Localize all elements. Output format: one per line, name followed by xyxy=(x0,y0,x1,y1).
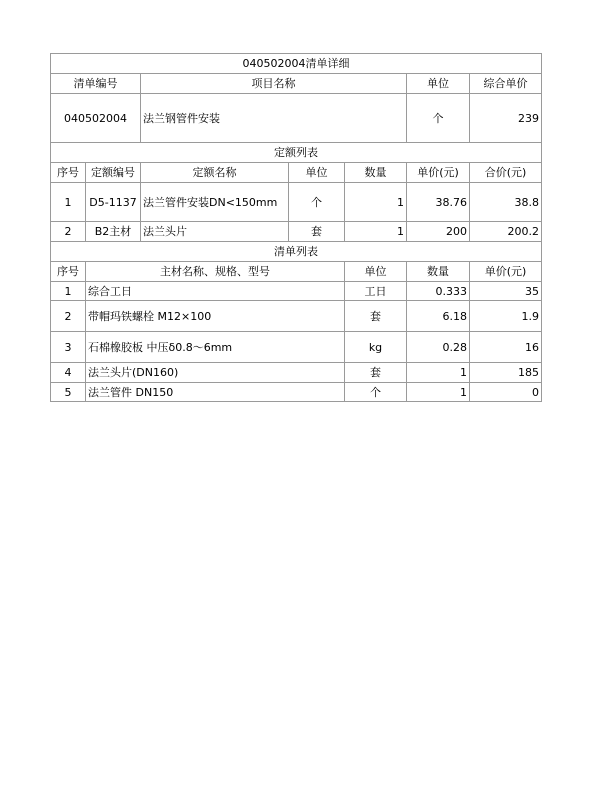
row-price: 185 xyxy=(470,363,542,383)
table-row xyxy=(51,332,542,363)
column-header: 单位 xyxy=(345,262,407,282)
column-header: 主材名称、规格、型号 xyxy=(86,262,345,282)
row-seq: 2 xyxy=(51,222,86,242)
row-price: 38.76 xyxy=(407,183,470,222)
unit-label: 单位 xyxy=(407,74,470,94)
row-total: 200.2 xyxy=(470,222,542,242)
table-row xyxy=(51,301,542,332)
column-header: 定额名称 xyxy=(141,163,289,183)
row-price: 0 xyxy=(470,383,542,402)
row-unit: 工日 xyxy=(345,282,407,301)
row-qty: 0.28 xyxy=(407,332,470,363)
column-header: 数量 xyxy=(345,163,407,183)
row-price: 200 xyxy=(407,222,470,242)
row-price: 35 xyxy=(470,282,542,301)
bill-detail-table xyxy=(50,53,542,402)
row-qty: 6.18 xyxy=(407,301,470,332)
table-row xyxy=(51,183,542,222)
row-price: 1.9 xyxy=(470,301,542,332)
code-label: 清单编号 xyxy=(51,74,141,94)
row-name: 法兰管件 DN150 xyxy=(86,383,345,402)
row-price: 16 xyxy=(470,332,542,363)
quota-header-row xyxy=(51,163,542,183)
row-seq: 1 xyxy=(51,183,86,222)
column-header: 单位 xyxy=(289,163,345,183)
bill-name: 法兰钢管件安装 xyxy=(141,94,407,143)
row-seq: 3 xyxy=(51,332,86,363)
row-unit: 套 xyxy=(289,222,345,242)
row-unit: 套 xyxy=(345,363,407,383)
table-row xyxy=(51,282,542,301)
row-unit: 套 xyxy=(345,301,407,332)
table-row xyxy=(51,222,542,242)
row-seq: 5 xyxy=(51,383,86,402)
row-name: 法兰管件安装DN<150mm xyxy=(141,183,289,222)
column-header: 合价(元) xyxy=(470,163,542,183)
row-code: D5-1137 xyxy=(86,183,141,222)
row-qty: 1 xyxy=(407,363,470,383)
row-name: 综合工日 xyxy=(86,282,345,301)
row-unit: 个 xyxy=(289,183,345,222)
row-seq: 2 xyxy=(51,301,86,332)
table-row xyxy=(51,383,542,402)
table-row xyxy=(51,363,542,383)
bill-unit: 个 xyxy=(407,94,470,143)
row-qty: 1 xyxy=(345,222,407,242)
column-header: 单价(元) xyxy=(470,262,542,282)
row-seq: 1 xyxy=(51,282,86,301)
column-header: 序号 xyxy=(51,163,86,183)
row-total: 38.8 xyxy=(470,183,542,222)
materials-section-title: 清单列表 xyxy=(51,242,542,262)
materials-header-row xyxy=(51,262,542,282)
row-qty: 1 xyxy=(407,383,470,402)
row-name: 法兰头片(DN160) xyxy=(86,363,345,383)
column-header: 序号 xyxy=(51,262,86,282)
table-title: 040502004清单详细 xyxy=(51,54,542,74)
bill-code: 040502004 xyxy=(51,94,141,143)
price-label: 综合单价 xyxy=(470,74,542,94)
row-unit: 个 xyxy=(345,383,407,402)
quota-section-title: 定额列表 xyxy=(51,143,542,163)
row-unit: kg xyxy=(345,332,407,363)
row-code: B2主材 xyxy=(86,222,141,242)
row-seq: 4 xyxy=(51,363,86,383)
row-name: 石棉橡胶板 中压δ0.8～6mm xyxy=(86,332,345,363)
row-qty: 0.333 xyxy=(407,282,470,301)
row-qty: 1 xyxy=(345,183,407,222)
column-header: 数量 xyxy=(407,262,470,282)
row-name: 带帽玛铁螺栓 M12×100 xyxy=(86,301,345,332)
column-header: 定额编号 xyxy=(86,163,141,183)
name-label: 项目名称 xyxy=(141,74,407,94)
column-header: 单价(元) xyxy=(407,163,470,183)
bill-price: 239 xyxy=(470,94,542,143)
row-name: 法兰头片 xyxy=(141,222,289,242)
